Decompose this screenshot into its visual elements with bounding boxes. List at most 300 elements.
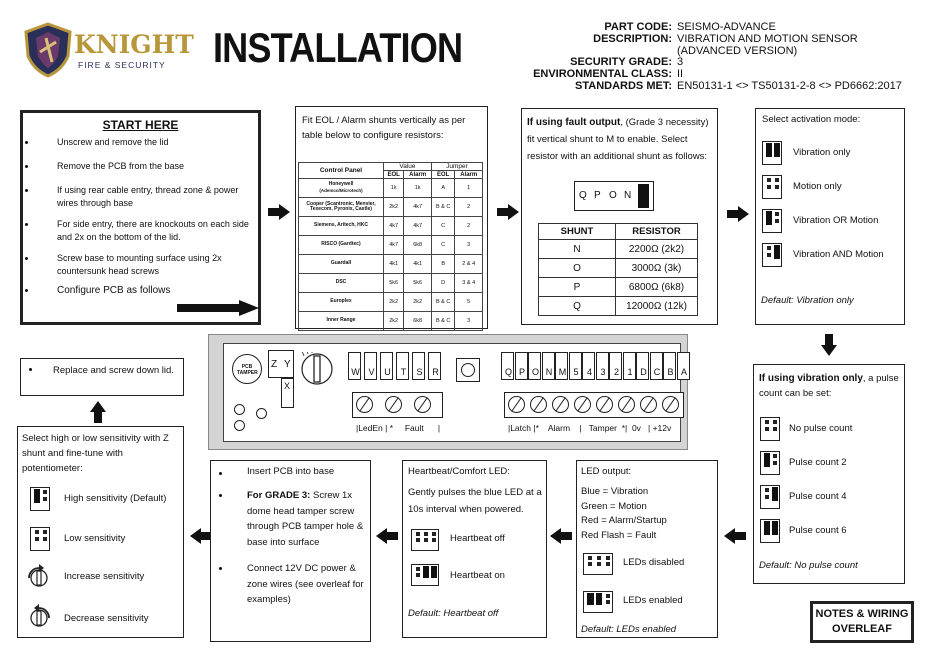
shunt-cap <box>34 489 40 503</box>
jumper-icon <box>762 141 782 165</box>
spec-value: EN50131-1 <> TS50131-2-8 <> PD6662:2017 <box>677 79 902 92</box>
table-cell: 6k8 <box>404 236 432 255</box>
table-row <box>299 312 483 331</box>
pulse-option: Pulse count 4 <box>789 491 847 502</box>
pulse-default: Default: No pulse count <box>759 560 858 571</box>
table-row <box>539 278 698 297</box>
spec-label: SECURITY GRADE: <box>570 56 672 69</box>
list-item: • Screw base to mounting surface using 2x countersunk head screws <box>37 252 258 278</box>
pin <box>775 212 779 216</box>
arrow-up-icon <box>90 401 106 423</box>
fault-pin-label: N <box>624 190 632 201</box>
panel-name: Guardall <box>330 260 352 267</box>
panel-name: Cooper (Scantronic, Menvier, Texecom, Pyronix, Castle) <box>306 200 376 212</box>
table-cell: 2 & 4 <box>455 255 483 274</box>
shunt-cell: N <box>539 240 616 259</box>
terminal-pin <box>542 352 555 380</box>
fault-pin-header <box>574 181 654 211</box>
terminal-label: R <box>432 367 439 377</box>
table-row <box>299 274 483 293</box>
tamper-switch <box>456 358 480 382</box>
table-cell: 1 <box>455 179 483 198</box>
jumper-icon <box>760 485 780 509</box>
table-cell: 2 <box>455 217 483 236</box>
terminal-pin <box>596 352 609 380</box>
spec-row <box>500 46 915 58</box>
panel-name: RISCO (Gardtec) <box>321 241 361 248</box>
resistor-col-header: RESISTOR <box>616 224 698 240</box>
pin <box>765 427 769 431</box>
insert-panel <box>210 460 371 642</box>
table-cell: 2 <box>455 198 483 217</box>
pin <box>773 461 777 465</box>
pin-label-z: Z <box>271 359 278 370</box>
fault-text <box>527 114 712 165</box>
terminal-pin <box>636 352 649 380</box>
pcb-tamper-hole <box>232 354 262 384</box>
potentiometer-icon <box>300 352 338 386</box>
pin <box>416 567 420 571</box>
pin <box>765 495 769 499</box>
notes-line-2: OVERLEAF <box>832 623 892 635</box>
heartbeat-on-label: Heartbeat on <box>450 570 505 581</box>
led-default: Default: LEDs enabled <box>581 624 677 635</box>
list-item: • Configure PCB as follows <box>37 284 258 297</box>
terminal-pin <box>569 352 582 380</box>
screw-terminal <box>618 396 635 413</box>
spec-label: DESCRIPTION: <box>593 32 672 45</box>
resistor-table <box>538 223 698 316</box>
table-cell: B & C <box>431 293 455 312</box>
pulse-bold: If using vibration only <box>759 373 863 384</box>
list-item: • Remove the PCB from the base <box>37 160 258 173</box>
brand-sub: FIRE & SECURITY <box>78 60 166 70</box>
spec-label: ENVIRONMENTAL CLASS: <box>533 68 672 81</box>
bullet <box>219 472 222 475</box>
arrow-left-icon <box>190 528 212 544</box>
jumper-icon <box>30 527 50 551</box>
spec-value: 3 <box>677 56 684 69</box>
eol-subheader: EOL <box>431 171 455 179</box>
mount-hole <box>256 408 267 419</box>
spec-block <box>500 22 915 93</box>
shunt-cap <box>638 184 649 208</box>
shunt-cap <box>772 521 778 535</box>
table-cell: 5k6 <box>404 274 432 293</box>
terminal-label: 5 <box>573 367 579 377</box>
shunt-cap <box>766 143 772 157</box>
table-row <box>299 255 483 274</box>
pin <box>765 420 769 424</box>
mount-hole <box>234 404 245 415</box>
terminal-label: M <box>558 367 567 377</box>
terminal-pin <box>609 352 622 380</box>
screw-terminal <box>574 396 591 413</box>
terminal-label: W <box>351 367 360 377</box>
pin <box>775 185 779 189</box>
table-row <box>539 297 698 316</box>
pin <box>775 178 779 182</box>
pcb-diagram <box>208 334 688 450</box>
jumper-icon <box>30 487 50 511</box>
pin <box>424 538 428 542</box>
terminal-pin <box>650 352 663 380</box>
pin <box>416 538 420 542</box>
activation-heading: Select activation mode: <box>762 114 861 125</box>
resistor-cell: 2200Ω (2k2) <box>616 240 698 259</box>
rotate-clockwise-icon <box>24 563 52 591</box>
shunt-cap <box>587 593 594 605</box>
terminal-labels-right: |Latch |* Alarm | Tamper *| 0v | +12v <box>508 423 672 433</box>
activation-option: Vibration AND Motion <box>793 249 884 260</box>
spec-value: (ADVANCED VERSION) <box>677 44 798 57</box>
arrow-down-icon <box>821 334 837 356</box>
led-line: Blue = Vibration <box>581 486 649 497</box>
pin <box>606 562 610 566</box>
table-row <box>539 259 698 278</box>
shunt-cap <box>596 593 603 605</box>
pin <box>424 532 428 536</box>
table-cell: 6k8 <box>404 312 432 331</box>
table-cell: C <box>431 236 455 255</box>
shunt-cell: Q <box>539 297 616 316</box>
screw-terminal <box>596 396 613 413</box>
jumper-icon <box>583 553 613 575</box>
arrow-right-icon <box>177 300 259 316</box>
knight-logo <box>22 22 194 78</box>
pin <box>43 490 47 494</box>
led-panel <box>576 460 718 638</box>
panel-name: DSC <box>335 279 347 286</box>
terminal-pin <box>380 352 393 380</box>
shunt-cap <box>423 566 429 578</box>
pin <box>43 497 47 501</box>
panel-name: Europlex <box>330 298 352 305</box>
arrow-left-icon <box>376 528 398 544</box>
pulse-option: No pulse count <box>789 423 853 434</box>
resistor-cell: 12000Ω (12k) <box>616 297 698 316</box>
table-cell: 3 & 4 <box>455 274 483 293</box>
mount-hole <box>234 420 245 431</box>
terminal-pin <box>515 352 528 380</box>
resistor-cell: 6800Ω (6k8) <box>616 278 698 297</box>
replace-panel <box>20 358 184 396</box>
pulse-option: Pulse count 6 <box>789 525 847 536</box>
eol-panel <box>295 106 488 329</box>
led-line: Green = Motion <box>581 500 647 512</box>
table-cell: 4k7 <box>404 198 432 217</box>
spec-label: STANDARDS MET: <box>575 79 672 92</box>
panel-name-cell <box>299 179 384 198</box>
panel-name-cell <box>299 293 384 312</box>
screw-terminal <box>356 396 373 413</box>
sensitivity-option: High sensitivity (Default) <box>64 493 167 504</box>
shunt-cap <box>764 453 770 467</box>
activation-option: Vibration OR Motion <box>793 215 879 226</box>
panel-name: Siemens, Aritech, HKC <box>314 222 368 229</box>
table-cell: C <box>431 217 455 236</box>
shunt-cell: O <box>539 259 616 278</box>
led-disabled-label: LEDs disabled <box>623 557 685 568</box>
pin <box>767 253 771 257</box>
pin <box>606 594 610 598</box>
terminal-pin <box>623 352 636 380</box>
pin <box>43 537 47 541</box>
list-item: • For side entry, there are knockouts on each side and 2x on the bottom of the lid. <box>37 218 258 244</box>
panel-name: Inner Range <box>326 317 356 324</box>
pin <box>432 538 436 542</box>
spec-value: SEISMO-ADVANCE <box>677 21 776 33</box>
fault-pin-label: P <box>594 190 601 201</box>
panel-subname: (Ademco/Microtech) <box>319 187 363 193</box>
screw-block-left <box>352 392 443 418</box>
led-line: Red Flash = Fault <box>581 529 657 541</box>
resistor-cell: 3000Ω (3k) <box>616 259 698 278</box>
pin <box>767 185 771 189</box>
jumper-icon <box>760 451 780 475</box>
brand-main: KNIGHT <box>74 30 194 59</box>
notes-line-1: NOTES & WIRING <box>815 608 909 620</box>
terminal-label: C <box>653 367 661 377</box>
table-cell: 1k <box>404 179 432 198</box>
screw-terminal <box>530 396 547 413</box>
table-cell: 4k7 <box>384 217 404 236</box>
spec-value: II <box>677 68 684 81</box>
start-heading: START HERE <box>102 118 179 132</box>
jumper-icon <box>762 175 782 199</box>
led-heading: LED output: <box>581 466 632 477</box>
start-here-panel <box>20 110 261 325</box>
terminal-label: A <box>680 367 687 377</box>
sensitivity-heading: Select high or low sensitivity with Z shunt and fine-tune with potentiometer: <box>22 433 169 474</box>
replace-text: Replace and screw down lid. <box>53 365 174 376</box>
insert-item-1: Insert PCB into base <box>247 466 335 477</box>
eol-subheader: EOL <box>384 171 404 179</box>
terminal-pin <box>501 352 514 380</box>
led-line: Red = Alarm/Startup <box>581 515 667 526</box>
table-row <box>299 293 483 312</box>
jumper-icon <box>411 564 439 586</box>
table-cell: 2k2 <box>384 198 404 217</box>
list-item: • If using rear cable entry, thread zone & power wires through base <box>37 184 258 210</box>
insert-item-3: Connect 12V DC power & zone wires (see overleaf for examples) <box>247 563 364 605</box>
activation-default: Default: Vibration only <box>761 295 854 306</box>
table-cell: 3 <box>455 312 483 331</box>
table-row <box>539 240 698 259</box>
notes-overleaf-panel <box>810 601 914 643</box>
page-title: INSTALLATION <box>213 24 463 71</box>
terminal-pin <box>396 352 409 380</box>
pin <box>597 562 601 566</box>
table-row <box>299 198 483 217</box>
spec-value: VIBRATION AND MOTION SENSOR <box>677 32 858 45</box>
jumper-col-header: Jumper <box>431 163 482 171</box>
table-cell: 4k7 <box>404 217 432 236</box>
pin-label-y: Y <box>284 359 291 370</box>
terminal-pin <box>677 352 690 380</box>
terminal-label: 3 <box>600 367 606 377</box>
terminal-label: P <box>518 367 525 377</box>
table-row <box>299 236 483 255</box>
insert-item-2 <box>247 488 365 550</box>
terminal-label: Q <box>504 367 512 377</box>
x-pin-header <box>281 378 294 408</box>
table-cell: 2k2 <box>384 293 404 312</box>
screw-terminal <box>552 396 569 413</box>
jumper-icon <box>760 417 780 441</box>
fault-pin-label: O <box>609 190 617 201</box>
screw-terminal <box>662 396 679 413</box>
screw-block-right <box>504 392 684 418</box>
pin <box>43 530 47 534</box>
heartbeat-heading: Heartbeat/Comfort LED: <box>408 466 510 477</box>
activation-option: Motion only <box>793 181 842 192</box>
terminal-pin <box>412 352 425 380</box>
terminal-labels-left: |LedEn | * Fault | <box>356 423 441 433</box>
jumper-icon <box>762 209 782 233</box>
pin <box>767 178 771 182</box>
pin <box>416 532 420 536</box>
sensitivity-panel <box>17 426 184 638</box>
tamper-switch-plunger <box>461 363 475 377</box>
pin <box>35 530 39 534</box>
table-cell: 3 <box>455 236 483 255</box>
table-cell: 5 <box>455 293 483 312</box>
terminal-label: U <box>384 367 391 377</box>
terminal-pin <box>428 352 441 380</box>
terminal-label: N <box>545 367 553 377</box>
eol-intro: Fit EOL / Alarm shunts vertically as per table below to configure resistors: <box>302 115 466 141</box>
arrow-right-icon <box>727 206 749 222</box>
terminal-pin <box>663 352 676 380</box>
led-enabled-label: LEDs enabled <box>623 595 683 606</box>
pin <box>773 427 777 431</box>
pin <box>765 488 769 492</box>
pcb-tamper-label: PCB TAMPER <box>237 364 258 376</box>
panel-name: Honeywell <box>328 181 354 187</box>
panel-name-cell <box>299 312 384 331</box>
shunt-cap <box>431 566 437 578</box>
fault-rest: , (Grade 3 necessity) fit vertical shunt to M to enable. Select resistor with an additional shunt as follows: <box>527 117 709 162</box>
pin <box>35 537 39 541</box>
sensitivity-option: Low sensitivity <box>64 533 126 544</box>
sensitivity-option: Decrease sensitivity <box>64 613 149 624</box>
panel-name-cell <box>299 198 384 217</box>
zy-pin-header <box>268 350 294 378</box>
terminal-pin <box>528 352 541 380</box>
spec-row <box>500 34 915 46</box>
fault-pin-label: Q <box>579 190 587 201</box>
table-cell: B <box>431 255 455 274</box>
pulse-rest: , a pulse count can be set: <box>759 373 899 399</box>
terminal-label: B <box>667 367 674 377</box>
shield-logo-icon <box>22 22 74 78</box>
screw-terminal <box>640 396 657 413</box>
alarm-subheader: Alarm <box>455 171 483 179</box>
pin <box>775 219 779 223</box>
table-cell: 4k1 <box>384 255 404 274</box>
pin-label-x: X <box>284 381 291 391</box>
terminal-label: 1 <box>627 367 633 377</box>
panel-name-cell <box>299 236 384 255</box>
shunt-cap <box>766 211 772 225</box>
screw-terminal <box>385 396 402 413</box>
shunt-cell: P <box>539 278 616 297</box>
terminal-label: T <box>400 367 407 377</box>
bullet <box>219 494 222 497</box>
activation-option: Vibration only <box>793 147 851 158</box>
table-cell: 4k7 <box>384 236 404 255</box>
shunt-cap <box>774 245 780 259</box>
table-cell: A <box>431 179 455 198</box>
activation-panel <box>755 108 905 325</box>
jumper-icon <box>411 529 439 551</box>
pin <box>416 573 420 577</box>
insert-item-2-rest: Screw 1x dome head tamper screw through PCB tamper hole & base into surface <box>247 490 364 548</box>
rotate-counterclockwise-icon <box>24 603 52 631</box>
spec-label: PART CODE: <box>604 21 672 33</box>
table-cell: 1k <box>384 179 404 198</box>
alarm-subheader: Alarm <box>404 171 432 179</box>
terminal-pin <box>582 352 595 380</box>
arrow-right-icon <box>497 204 519 220</box>
heartbeat-off-label: Heartbeat off <box>450 533 505 544</box>
terminal-label: V <box>368 367 375 377</box>
terminal-label: D <box>640 367 647 377</box>
bullet <box>29 368 32 371</box>
terminal-pin <box>364 352 377 380</box>
panel-name-cell <box>299 274 384 293</box>
control-panel-table <box>298 162 483 331</box>
value-col-header: Value <box>384 163 432 171</box>
shunt-cap <box>772 487 778 501</box>
table-row <box>299 217 483 236</box>
arrow-left-icon <box>550 528 572 544</box>
table-cell: 2k2 <box>384 312 404 331</box>
pulse-option: Pulse count 2 <box>789 457 847 468</box>
panel-name-cell <box>299 255 384 274</box>
pin <box>597 556 601 560</box>
bullet <box>219 567 222 570</box>
shunt-cap <box>764 521 770 535</box>
table-cell: D <box>431 274 455 293</box>
arrow-left-icon <box>724 528 746 544</box>
terminal-pin <box>348 352 361 380</box>
terminal-label: O <box>531 367 539 377</box>
table-cell: 2k2 <box>404 293 432 312</box>
pin <box>588 556 592 560</box>
pcb-board <box>223 343 687 442</box>
list-item: • Unscrew and remove the lid <box>37 136 258 149</box>
jumper-icon <box>583 591 613 613</box>
table-cell: B & C <box>431 312 455 331</box>
terminal-label: 2 <box>613 367 619 377</box>
start-list <box>23 136 258 297</box>
fault-panel <box>521 108 718 325</box>
pulse-text <box>759 371 899 401</box>
screw-terminal <box>414 396 431 413</box>
pin <box>773 420 777 424</box>
screw-terminal <box>508 396 525 413</box>
table-cell: B & C <box>431 198 455 217</box>
pin <box>606 600 610 604</box>
pin <box>773 454 777 458</box>
jumper-icon <box>762 243 782 267</box>
panel-col-header: Control Panel <box>299 163 384 179</box>
pin <box>432 532 436 536</box>
spec-row <box>500 81 915 93</box>
fault-bold: If using fault output <box>527 117 621 128</box>
